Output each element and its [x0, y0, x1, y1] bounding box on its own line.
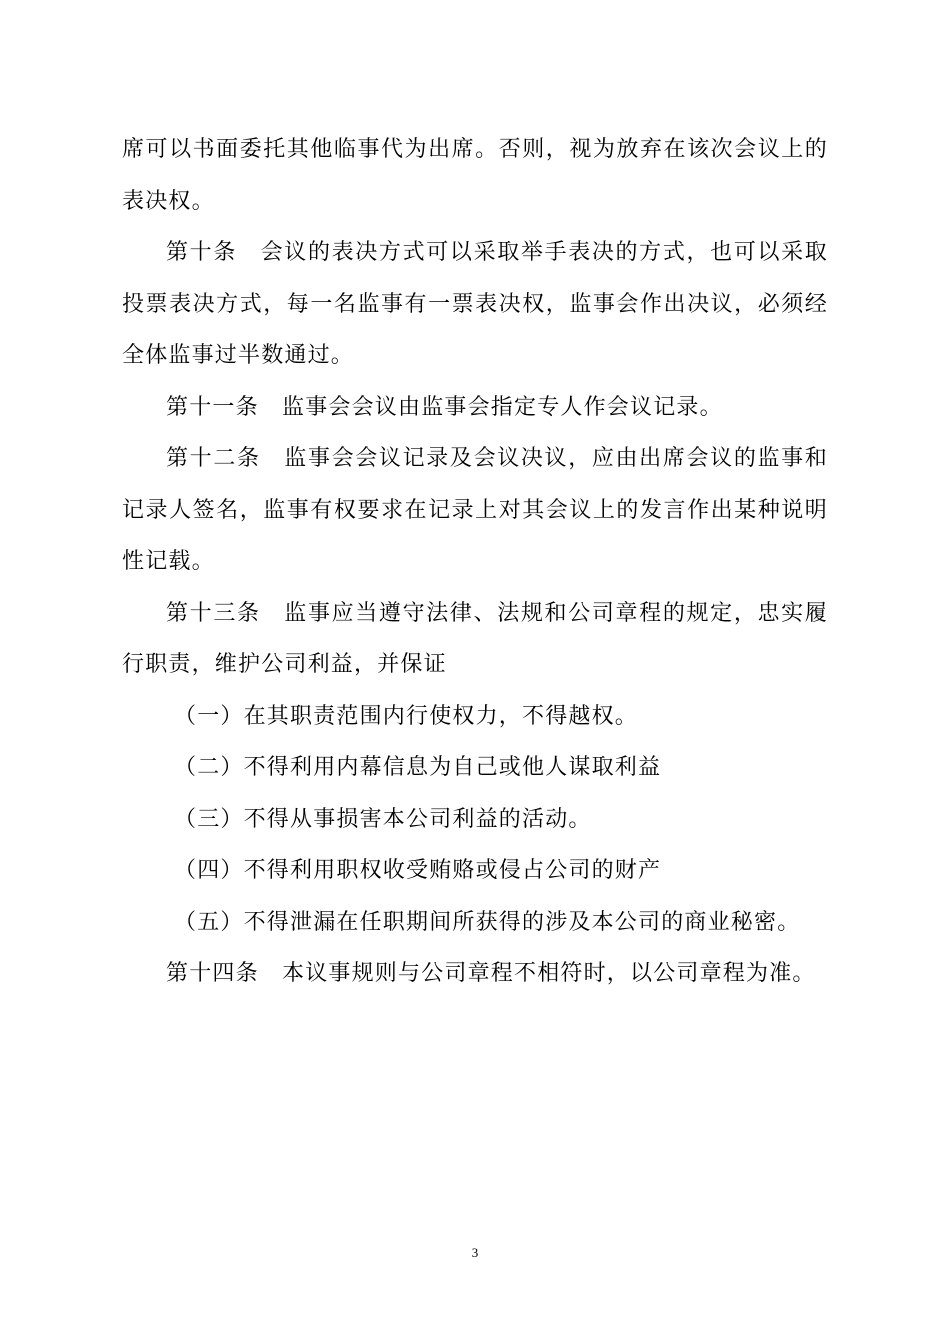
body-text [122, 124, 828, 1000]
article-14: 第十四条 本议事规则与公司章程不相符时，以公司章程为准。 [166, 961, 816, 986]
page-number: 3 [471, 1245, 479, 1260]
paragraph-continuation: 席可以书面委托其他临事代为出席。否则，视为放弃在该次会议上的表决权。 [122, 137, 828, 214]
article-12: 第十二条 监事会会议记录及会议决议，应由出席会议的监事和记录人签名，监事有权要求在记录上对其会议上的发言作出某种说明性记载。 [122, 446, 828, 574]
article-10: 第十条 会议的表决方式可以采取举手表决的方式，也可以采取投票表决方式，每一名监事有一票表决权，监事会作出决议，必须经全体监事过半数通过。 [122, 240, 828, 368]
article-13-item-1: （一）在其职责范围内行使权力，不得越权。 [174, 703, 639, 729]
article-13: 第十三条 监事应当遵守法律、法规和公司章程的规定，忠实履行职责，维护公司利益，并保证 [122, 600, 828, 677]
article-13-item-3: （三）不得从事损害本公司利益的活动。 [174, 806, 592, 832]
article-11: 第十一条 监事会会议由监事会指定专人作会议记录。 [166, 394, 723, 420]
article-13-item-5: （五）不得泄漏在任职期间所获得的涉及本公司的商业秘密。 [174, 909, 801, 935]
article-13-item-2: （二）不得利用内幕信息为自己或他人谋取利益 [174, 755, 662, 780]
article-13-item-4: （四）不得利用职权收受贿赂或侵占公司的财产 [174, 858, 662, 883]
